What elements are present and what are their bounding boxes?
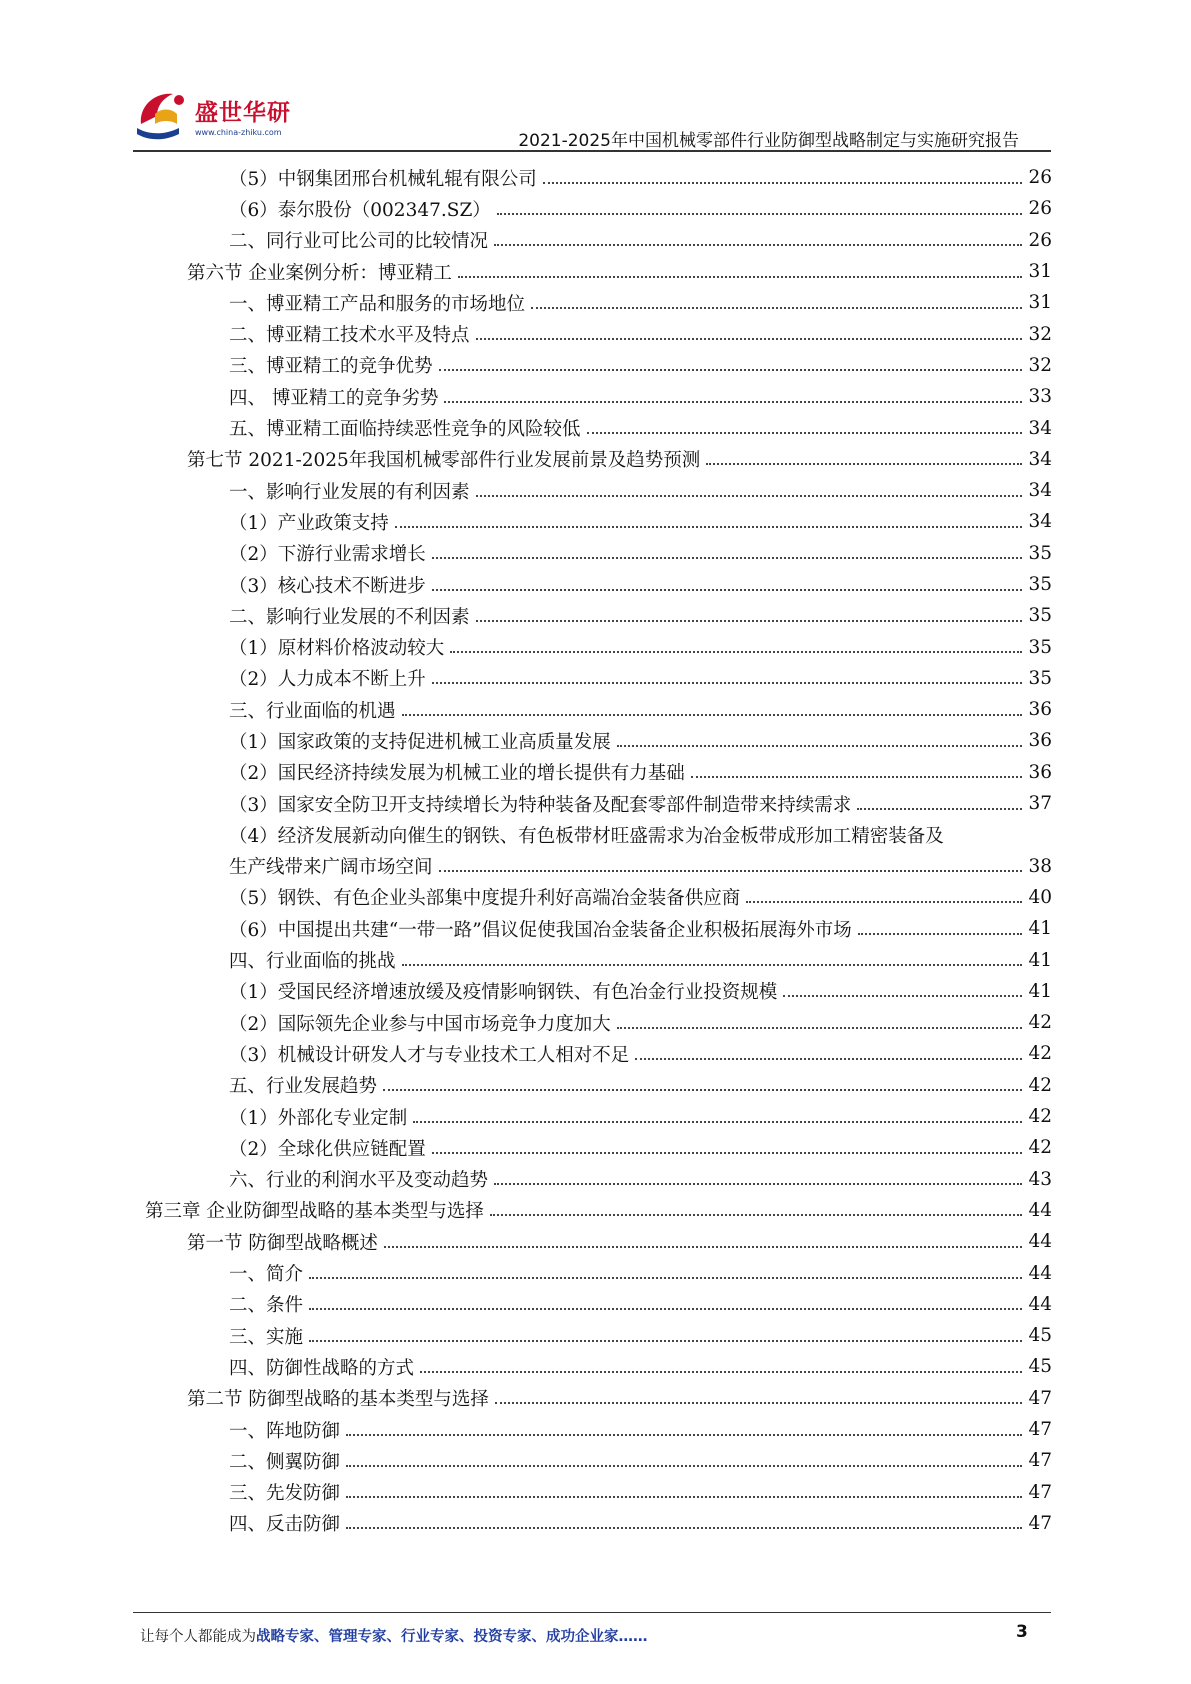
toc-entry-title: （1）外部化专业定制 bbox=[229, 1104, 409, 1130]
toc-entry[interactable] bbox=[0, 1007, 1052, 1038]
toc-entry-title: （3）国家安全防卫开支持续增长为特种装备及配套零部件制造带来持续需求 bbox=[229, 791, 853, 817]
toc-entry[interactable] bbox=[0, 1414, 1052, 1445]
toc-entry[interactable] bbox=[0, 1508, 1052, 1539]
toc-entry-page: 44 bbox=[1028, 1231, 1052, 1253]
toc-entry-page: 34 bbox=[1028, 448, 1052, 470]
brand-url: www.china-zhiku.com bbox=[195, 128, 282, 137]
toc-entry[interactable] bbox=[0, 538, 1052, 569]
toc-entry[interactable] bbox=[0, 1132, 1052, 1163]
toc-entry-title: （2）全球化供应链配置 bbox=[229, 1135, 428, 1161]
toc-dot-leader bbox=[531, 307, 1022, 309]
toc-entry[interactable] bbox=[0, 1383, 1052, 1414]
toc-entry[interactable] bbox=[0, 819, 1052, 850]
toc-dot-leader bbox=[432, 682, 1023, 684]
toc-dot-leader bbox=[858, 933, 1023, 935]
toc-entry-page: 42 bbox=[1028, 1106, 1052, 1128]
toc-entry-title: 三、实施 bbox=[229, 1323, 305, 1349]
toc-entry-title: （5）中钢集团邢台机械轧辊有限公司 bbox=[229, 165, 539, 191]
toc-entry-page: 35 bbox=[1028, 667, 1052, 689]
toc-entry-title: （2）人力成本不断上升 bbox=[229, 665, 428, 691]
toc-entry-title: 第一节 防御型战略概述 bbox=[187, 1229, 380, 1255]
toc-entry-page: 35 bbox=[1028, 574, 1052, 595]
toc-dot-leader bbox=[432, 1152, 1023, 1154]
toc-dot-leader bbox=[309, 1308, 1022, 1310]
toc-entry-page: 35 bbox=[1028, 636, 1052, 658]
toc-entry-page: 26 bbox=[1028, 167, 1052, 189]
toc-entry-title: 二、侧翼防御 bbox=[229, 1448, 342, 1474]
toc-entry[interactable] bbox=[0, 631, 1052, 662]
toc-entry[interactable] bbox=[0, 256, 1052, 287]
toc-entry[interactable] bbox=[0, 1320, 1052, 1351]
toc-entry-page: 36 bbox=[1028, 730, 1052, 752]
page-header bbox=[133, 80, 1051, 150]
footer-slogan bbox=[140, 1625, 648, 1646]
toc-entry-title: 第二节 防御型战略的基本类型与选择 bbox=[187, 1385, 491, 1411]
toc-entry-page: 42 bbox=[1028, 1137, 1052, 1159]
toc-entry[interactable] bbox=[0, 663, 1052, 694]
toc-dot-leader bbox=[476, 338, 1023, 340]
toc-entry-page: 33 bbox=[1028, 386, 1052, 408]
toc-entry[interactable] bbox=[0, 600, 1052, 631]
toc-entry-page: 41 bbox=[1028, 949, 1052, 971]
toc-entry-title: 三、先发防御 bbox=[229, 1479, 342, 1505]
toc-entry-page: 44 bbox=[1028, 1262, 1052, 1284]
toc-dot-leader bbox=[476, 620, 1023, 622]
toc-dot-leader bbox=[309, 1340, 1022, 1342]
toc-entry[interactable] bbox=[0, 1101, 1052, 1132]
toc-entry-page: 35 bbox=[1028, 605, 1052, 627]
toc-entry-title: 四、防御性战略的方式 bbox=[229, 1354, 416, 1380]
toc-entry-page: 41 bbox=[1028, 918, 1052, 940]
toc-dot-leader bbox=[432, 557, 1023, 559]
toc-dot-leader bbox=[476, 495, 1023, 497]
toc-entry-title: （3）机械设计研发人才与专业技术工人相对不足 bbox=[229, 1041, 631, 1067]
toc-entry-page: 42 bbox=[1028, 1012, 1052, 1034]
toc-entry-page: 47 bbox=[1028, 1481, 1052, 1503]
toc-entry[interactable] bbox=[0, 1257, 1052, 1288]
header-divider bbox=[133, 150, 1051, 152]
toc-entry-title: 二、条件 bbox=[229, 1291, 305, 1317]
toc-entry-page: 44 bbox=[1028, 1293, 1052, 1315]
toc-dot-leader bbox=[490, 1214, 1023, 1216]
toc-entry-title: （2）国际领先企业参与中国市场竞争力度加大 bbox=[229, 1010, 613, 1036]
footer-slogan-emphasis: 战略专家、管理专家、行业专家、投资专家、成功企业家…… bbox=[256, 1629, 648, 1645]
toc-dot-leader bbox=[617, 1027, 1023, 1029]
toc-dot-leader bbox=[432, 589, 1023, 591]
toc-dot-leader bbox=[309, 1277, 1022, 1279]
toc-entry-title: 三、博亚精工的竞争优势 bbox=[229, 352, 435, 378]
footer-slogan-prefix: 让每个人都能成为 bbox=[140, 1629, 256, 1645]
toc-dot-leader bbox=[494, 244, 1022, 246]
toc-entry-title: （6）中国提出共建“一带一路”倡议促使我国冶金装备企业积极拓展海外市场 bbox=[229, 916, 854, 942]
toc-entry-title: 第七节 2021-2025年我国机械零部件行业发展前景及趋势预测 bbox=[187, 446, 702, 472]
toc-entry-page: 32 bbox=[1028, 354, 1052, 376]
toc-entry-title: （5）钢铁、有色企业头部集中度提升利好高端冶金装备供应商 bbox=[229, 884, 742, 910]
toc-entry-title: （1）国家政策的支持促进机械工业高质量发展 bbox=[229, 728, 613, 754]
toc-entry[interactable] bbox=[0, 287, 1052, 318]
toc-entry[interactable] bbox=[0, 318, 1052, 349]
toc-dot-leader bbox=[746, 901, 1022, 903]
toc-entry-title: （1）受国民经济增速放缓及疫情影响钢铁、有色冶金行业投资规模 bbox=[229, 978, 779, 1004]
toc-entry-page: 40 bbox=[1028, 886, 1052, 908]
toc-dot-leader bbox=[413, 1121, 1022, 1123]
toc-entry[interactable] bbox=[0, 1476, 1052, 1507]
toc-entry[interactable] bbox=[0, 506, 1052, 537]
toc-dot-leader bbox=[439, 369, 1023, 371]
toc-entry[interactable] bbox=[0, 788, 1052, 819]
toc-entry-title: （1）产业政策支持 bbox=[229, 509, 391, 535]
report-title: 2021-2025年中国机械零部件行业防御型战略制定与实施研究报告 bbox=[518, 131, 1019, 151]
toc-entry-page: 26 bbox=[1028, 198, 1052, 220]
page-number: 3 bbox=[1016, 1622, 1028, 1642]
footer-divider bbox=[133, 1612, 1051, 1613]
toc-dot-leader bbox=[346, 1434, 1022, 1436]
toc-entry-page: 32 bbox=[1028, 323, 1052, 345]
toc-entry-title: 一、博亚精工产品和服务的市场地位 bbox=[229, 290, 527, 316]
logo-emblem-icon bbox=[133, 84, 195, 144]
toc-entry-title: 六、行业的利润水平及变动趋势 bbox=[229, 1166, 490, 1192]
toc-entry-page: 31 bbox=[1028, 261, 1052, 283]
toc-entry-title: （3）核心技术不断进步 bbox=[229, 572, 428, 598]
toc-entry-title: （2）下游行业需求增长 bbox=[229, 540, 428, 566]
toc-entry[interactable] bbox=[0, 193, 1052, 224]
toc-entry-title: （2）国民经济持续发展为机械工业的增长提供有力基础 bbox=[229, 759, 687, 785]
toc-entry-title: 四、行业面临的挑战 bbox=[229, 947, 398, 973]
toc-entry-title: 生产线带来广阔市场空间 bbox=[229, 853, 435, 879]
toc-entry-page: 42 bbox=[1028, 1043, 1052, 1065]
toc-entry[interactable] bbox=[0, 412, 1052, 443]
toc-entry-page: 34 bbox=[1028, 417, 1052, 439]
toc-dot-leader bbox=[439, 870, 1023, 872]
toc-dot-leader bbox=[635, 1058, 1022, 1060]
toc-entry-title: 二、博亚精工技术水平及特点 bbox=[229, 321, 472, 347]
toc-entry-title: 第三章 企业防御型战略的基本类型与选择 bbox=[145, 1197, 486, 1223]
toc-entry-page: 37 bbox=[1028, 793, 1052, 815]
toc-entry-page: 44 bbox=[1028, 1199, 1052, 1221]
toc-dot-leader bbox=[384, 1246, 1023, 1248]
toc-dot-leader bbox=[706, 463, 1022, 465]
toc-entry-title: 一、阵地防御 bbox=[229, 1417, 342, 1443]
toc-entry[interactable] bbox=[0, 1038, 1052, 1069]
table-of-contents bbox=[0, 162, 1191, 1539]
toc-entry-page: 47 bbox=[1028, 1387, 1052, 1409]
toc-entry[interactable] bbox=[0, 944, 1052, 975]
toc-entry-title: 五、博亚精工面临持续恶性竞争的风险较低 bbox=[229, 415, 583, 441]
toc-entry-page: 36 bbox=[1028, 699, 1052, 721]
toc-entry[interactable] bbox=[0, 1445, 1052, 1476]
toc-dot-leader bbox=[444, 401, 1022, 403]
toc-entry-title: 一、影响行业发展的有利因素 bbox=[229, 478, 472, 504]
toc-entry[interactable] bbox=[0, 694, 1052, 725]
toc-entry-page: 31 bbox=[1028, 292, 1052, 314]
toc-dot-leader bbox=[587, 432, 1023, 434]
toc-entry-title: 五、行业发展趋势 bbox=[229, 1072, 379, 1098]
brand-name: 盛世华研 bbox=[195, 100, 291, 126]
toc-dot-leader bbox=[346, 1465, 1022, 1467]
toc-dot-leader bbox=[497, 213, 1023, 215]
toc-entry[interactable] bbox=[0, 757, 1052, 788]
toc-entry[interactable] bbox=[0, 381, 1052, 412]
toc-entry[interactable] bbox=[0, 475, 1052, 506]
toc-entry-page: 34 bbox=[1028, 511, 1052, 533]
toc-entry-title: 四、反击防御 bbox=[229, 1510, 342, 1536]
toc-entry[interactable] bbox=[0, 1195, 1052, 1226]
toc-entry-page: 42 bbox=[1028, 1074, 1052, 1096]
toc-dot-leader bbox=[450, 651, 1022, 653]
toc-dot-leader bbox=[402, 714, 1023, 716]
toc-entry-page: 34 bbox=[1028, 480, 1052, 502]
toc-entry-title: （1）原材料价格波动较大 bbox=[229, 634, 446, 660]
toc-entry[interactable] bbox=[0, 1164, 1052, 1195]
toc-entry-page: 36 bbox=[1028, 761, 1052, 783]
toc-entry-page: 26 bbox=[1028, 229, 1052, 251]
toc-entry-page: 38 bbox=[1028, 855, 1052, 877]
toc-dot-leader bbox=[691, 776, 1023, 778]
toc-dot-leader bbox=[402, 964, 1023, 966]
toc-dot-leader bbox=[495, 1402, 1023, 1404]
toc-entry-page: 47 bbox=[1028, 1419, 1052, 1441]
toc-entry-page: 47 bbox=[1028, 1450, 1052, 1472]
toc-entry[interactable] bbox=[0, 350, 1052, 381]
toc-dot-leader bbox=[543, 182, 1023, 184]
toc-entry-page: 35 bbox=[1028, 542, 1052, 564]
toc-entry-title: （4）经济发展新动向催生的钢铁、有色板带材旺盛需求为冶金板带成形加工精密装备及 bbox=[229, 822, 946, 848]
toc-entry[interactable] bbox=[0, 1070, 1052, 1101]
toc-entry[interactable] bbox=[0, 851, 1052, 882]
toc-entry-title: 四、 博亚精工的竞争劣势 bbox=[229, 384, 440, 410]
toc-dot-leader bbox=[346, 1496, 1022, 1498]
toc-entry-title: （6）泰尔股份（002347.SZ） bbox=[229, 196, 493, 222]
toc-dot-leader bbox=[346, 1527, 1022, 1529]
toc-dot-leader bbox=[494, 1183, 1022, 1185]
toc-entry[interactable] bbox=[0, 569, 1052, 600]
toc-dot-leader bbox=[458, 276, 1023, 278]
toc-entry[interactable] bbox=[0, 976, 1052, 1007]
toc-entry[interactable] bbox=[0, 1226, 1052, 1257]
toc-dot-leader bbox=[617, 745, 1023, 747]
toc-entry-title: 二、影响行业发展的不利因素 bbox=[229, 603, 472, 629]
toc-entry[interactable] bbox=[0, 225, 1052, 256]
toc-entry-page: 47 bbox=[1028, 1512, 1052, 1534]
toc-dot-leader bbox=[420, 1371, 1022, 1373]
brand-logo bbox=[133, 84, 303, 144]
toc-entry[interactable] bbox=[0, 882, 1052, 913]
toc-entry-title: 三、行业面临的机遇 bbox=[229, 697, 398, 723]
toc-dot-leader bbox=[383, 1089, 1022, 1091]
toc-entry-page: 45 bbox=[1028, 1325, 1052, 1347]
toc-entry-title: 一、简介 bbox=[229, 1260, 305, 1286]
toc-entry-page: 41 bbox=[1028, 980, 1052, 1002]
toc-entry-page: 43 bbox=[1028, 1168, 1052, 1190]
toc-dot-leader bbox=[857, 808, 1022, 810]
toc-entry[interactable] bbox=[0, 725, 1052, 756]
toc-dot-leader bbox=[783, 995, 1022, 997]
toc-entry[interactable] bbox=[0, 444, 1052, 475]
toc-entry-page: 45 bbox=[1028, 1356, 1052, 1378]
toc-entry[interactable] bbox=[0, 1351, 1052, 1382]
toc-entry[interactable] bbox=[0, 913, 1052, 944]
toc-entry[interactable] bbox=[0, 1289, 1052, 1320]
toc-dot-leader bbox=[395, 526, 1023, 528]
toc-entry-title: 第六节 企业案例分析：博亚精工 bbox=[187, 259, 454, 285]
toc-entry[interactable] bbox=[0, 162, 1052, 193]
toc-entry-title: 二、同行业可比公司的比较情况 bbox=[229, 227, 490, 253]
